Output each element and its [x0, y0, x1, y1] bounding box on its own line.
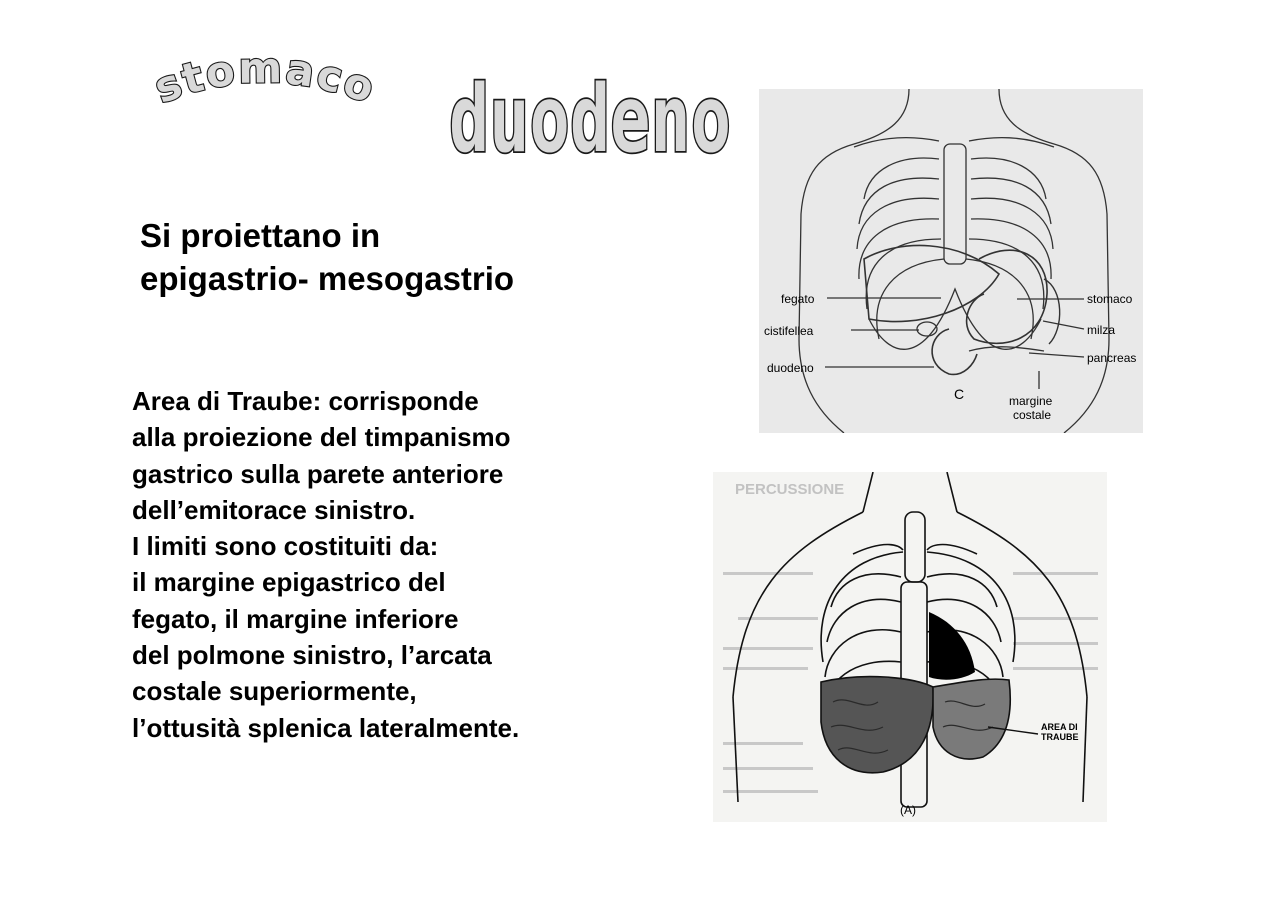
subtitle — [140, 214, 620, 300]
figure-header-percussione: PERCUSSIONE — [735, 481, 845, 498]
label-margine-costale-line2: costale — [1013, 408, 1052, 422]
abdomen-diagram — [759, 89, 1143, 433]
label-stomaco: stomaco — [1087, 292, 1133, 306]
description-line: alla proiezione del timpanismo — [132, 422, 511, 453]
title-word-duodeno: duodeno — [449, 76, 731, 162]
description-line: del polmone sinistro, l’arcata — [132, 640, 492, 671]
title-stomaco-wordart — [118, 50, 418, 135]
subtitle-line-1: Si proiettano in — [140, 217, 381, 254]
description-line: il margine epigastrico del — [132, 567, 446, 598]
label-pancreas: pancreas — [1087, 351, 1137, 365]
description-line: Area di Traube: corrisponde — [132, 386, 479, 416]
label-c-letter: C — [954, 386, 965, 402]
label-cistifellea: cistifellea — [764, 324, 814, 338]
description-text — [132, 383, 652, 746]
label-fegato: fegato — [781, 292, 815, 306]
description-line: costale superiormente, — [132, 676, 417, 707]
label-margine-costale-line1: margine — [1009, 394, 1053, 408]
description-line: gastrico sulla parete anteriore — [132, 458, 504, 489]
label-area-di-traube-line1: AREA DI — [1041, 722, 1078, 732]
label-area-di-traube-line2: TRAUBE — [1041, 732, 1079, 742]
title-duodeno-wordart — [445, 76, 735, 162]
description-line: I limiti sono costituiti da: — [132, 531, 439, 562]
subtitle-line-2: epigastrio- mesogastrio — [140, 260, 515, 297]
figure-caption-a: (A) — [900, 803, 916, 817]
traube-area-illustration — [713, 472, 1107, 822]
title-word-stomaco: stomaco — [147, 50, 383, 114]
description-line: fegato, il margine inferiore — [132, 603, 459, 634]
description-line: l’ottusità splenica lateralmente. — [132, 712, 520, 743]
label-milza: milza — [1087, 323, 1116, 337]
description-line: dell’emitorace sinistro. — [132, 494, 416, 525]
svg-text:stomaco — [148, 50, 383, 113]
label-duodeno: duodeno — [767, 361, 814, 375]
traube-diagram — [713, 472, 1107, 822]
abdomen-organs-illustration — [759, 89, 1143, 433]
